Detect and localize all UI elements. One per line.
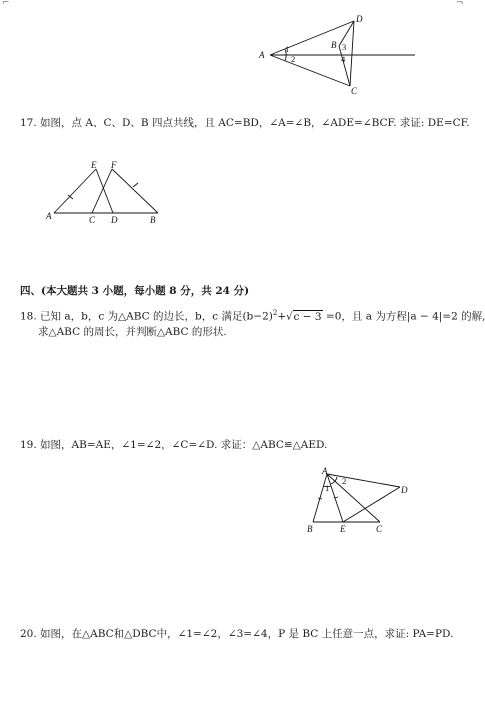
line-CF xyxy=(92,169,112,213)
line-ED xyxy=(343,487,400,522)
problem-18-part-c: =0，且 a 为方程|a − 4|=2 的解, xyxy=(322,310,485,323)
figure-17-lines xyxy=(54,169,158,213)
line-AE xyxy=(54,169,96,213)
line-AB xyxy=(313,474,330,522)
label-angle-3: 3 xyxy=(342,42,347,52)
label-B: B xyxy=(307,524,313,534)
line-AC xyxy=(270,55,350,86)
problem-18-sqrt-content: c − 3 xyxy=(293,310,322,323)
line-DC xyxy=(350,21,354,86)
label-angle-2: 2 xyxy=(342,476,347,486)
label-D: D xyxy=(111,215,118,225)
section-4-title: 四、(本大题共 3 小题，每小题 8 分，共 24 分) xyxy=(20,285,250,297)
label-A: A xyxy=(259,50,265,60)
label-angle-2: 2 xyxy=(291,54,296,64)
line-AD xyxy=(327,474,400,487)
label-D: D xyxy=(356,14,363,24)
label-F: F xyxy=(111,160,117,170)
problem-19-text: 19. 如图，AB=AE，∠1=∠2，∠C=∠D. 求证：△ABC≌△AED. xyxy=(20,439,328,451)
label-angle-4: 4 xyxy=(341,54,346,64)
label-E: E xyxy=(340,524,346,534)
sqrt-icon: √ xyxy=(286,311,293,323)
line-BC xyxy=(339,46,350,86)
figure-17-geometry xyxy=(40,157,165,229)
label-angle-1: 1 xyxy=(285,44,290,54)
label-D: D xyxy=(401,485,408,495)
label-B: B xyxy=(331,40,337,50)
label-E: E xyxy=(91,160,97,170)
problem-17-text: 17. 如图，点 A、C、D、B 四点共线，且 AC=BD，∠A=∠B，∠ADE=∠BCF. 求证: DE=CF. xyxy=(20,117,470,129)
label-A: A xyxy=(46,211,52,221)
tick-FB xyxy=(133,183,138,187)
label-C: C xyxy=(376,524,383,534)
figure-top-geometry xyxy=(255,10,425,95)
label-A: A xyxy=(322,466,328,476)
problem-18-exponent: 2 xyxy=(272,309,278,317)
problem-20-text: 20. 如图，在△ABC和△DBC中，∠1=∠2，∠3=∠4，P 是 BC 上任意一点，求证: PA=PD. xyxy=(20,628,454,640)
label-angle-1: 1 xyxy=(325,483,330,493)
label-C: C xyxy=(351,86,358,96)
label-C: C xyxy=(89,215,96,225)
line-ED xyxy=(96,169,113,213)
figure-19-geometry xyxy=(300,462,425,540)
problem-18-line-2: 求△ABC 的周长，并判断△ABC 的形状. xyxy=(38,326,227,338)
crop-mark-left: ⌐ xyxy=(2,0,10,8)
problem-18-part-a: 18. 已知 a，b，c 为△ABC 的边长，b，c 满足(b−2) xyxy=(20,310,273,323)
problem-18-line-1 xyxy=(20,306,485,325)
line-FB xyxy=(112,169,158,213)
tick-AB xyxy=(318,498,322,499)
label-B: B xyxy=(150,215,156,225)
problem-18-plus: + xyxy=(277,310,287,323)
figure-19-lines xyxy=(313,474,400,522)
crop-mark-right: ¬ xyxy=(456,0,464,8)
